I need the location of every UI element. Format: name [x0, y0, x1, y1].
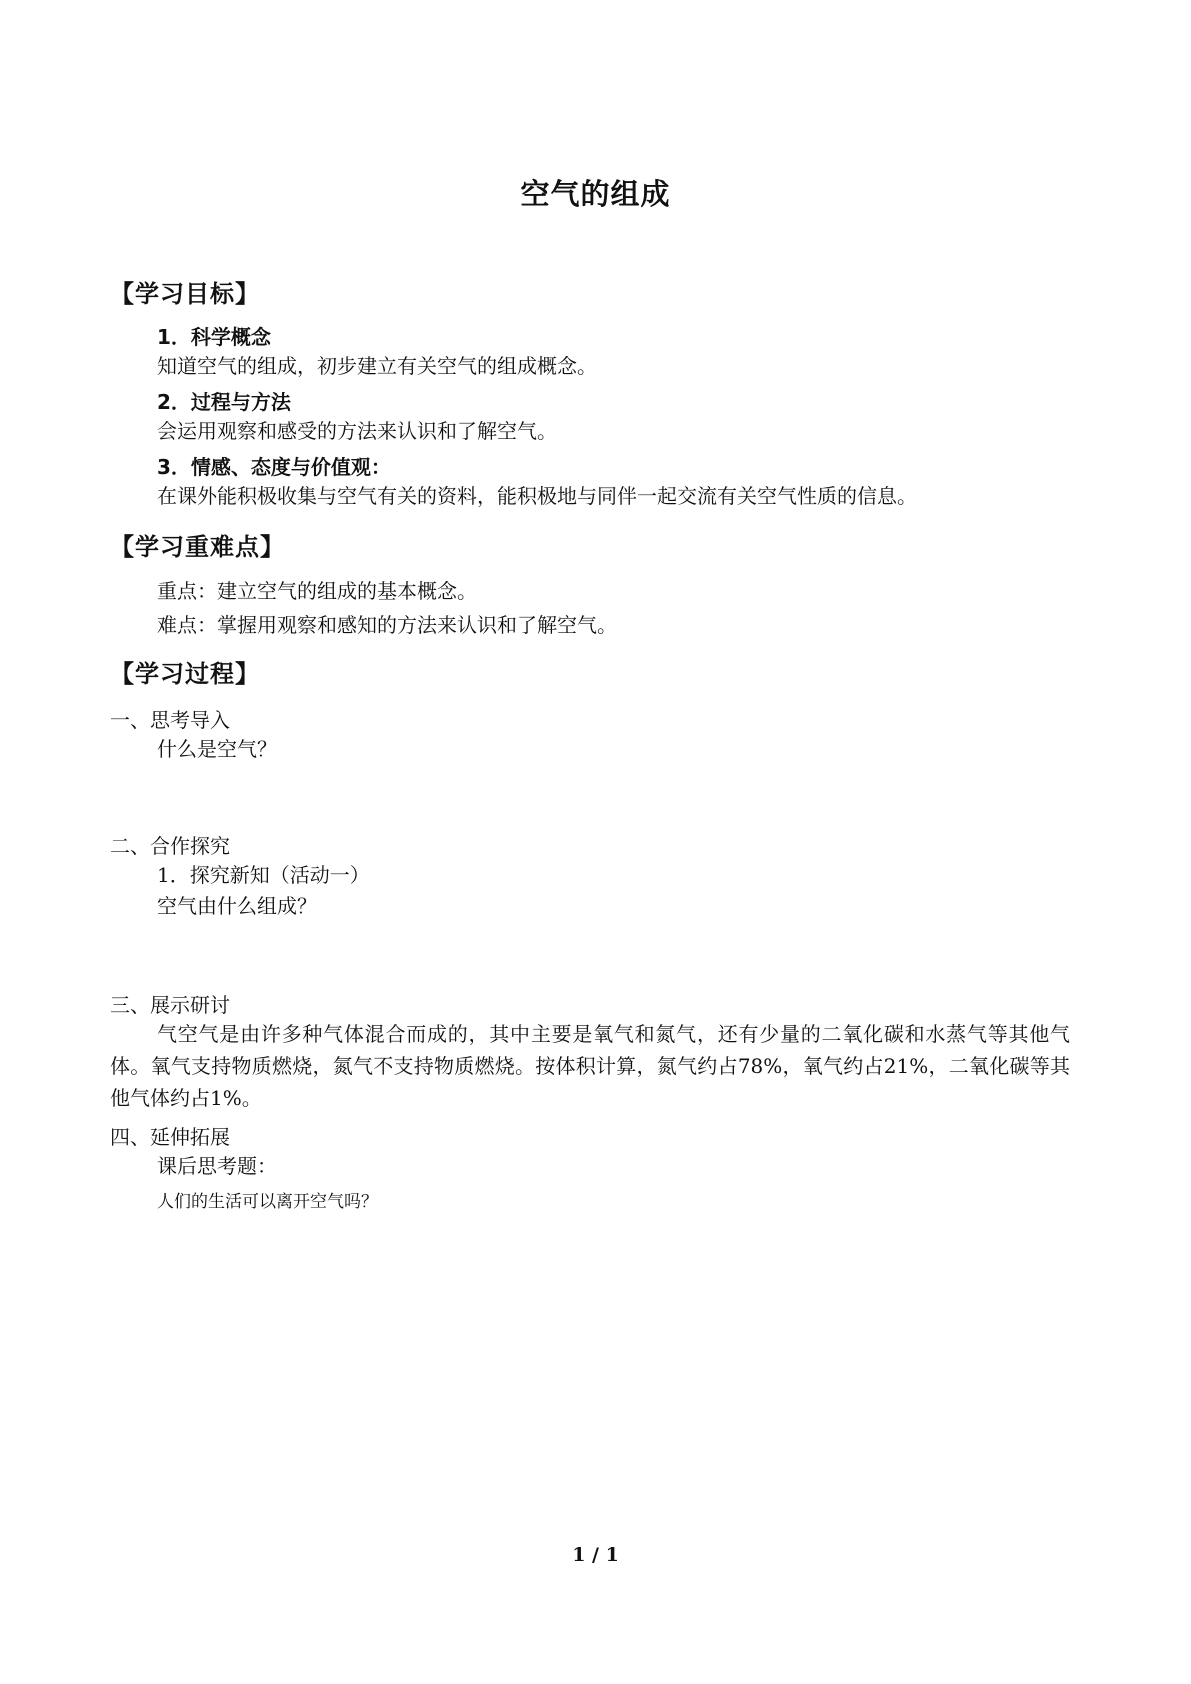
page-number: 1 / 1	[572, 1544, 619, 1566]
step-text-3: 气空气是由许多种气体混合而成的，其中主要是氧气和氮气，还有少量的二氧化碳和水蒸气等其他气体。氧气支持物质燃烧，氮气不支持物质燃烧。按体积计算，氮气约占78%，氧气约占21%，二氧化碳等其他气体约占1%。	[110, 1022, 1070, 1110]
step-text-4: 人们的生活可以离开空气吗？	[157, 1192, 378, 1212]
section-heading-objectives: 【学习目标】	[110, 280, 260, 308]
objective-text-3: 在课外能积极收集与空气有关的资料，能积极地与同伴一起交流有关空气性质的信息。	[157, 484, 917, 508]
step-title-3: 三、展示研讨	[110, 993, 230, 1017]
objective-label-1: 1．科学概念	[157, 325, 271, 349]
step-sub-2: 1．探究新知（活动一）	[157, 863, 370, 887]
key-point-difficulty: 难点：掌握用观察和感知的方法来认识和了解空气。	[157, 613, 617, 637]
section-heading-key-points: 【学习重难点】	[110, 533, 285, 561]
section-heading-process: 【学习过程】	[110, 660, 260, 688]
step-sub-4: 课后思考题：	[157, 1154, 277, 1178]
step-title-4: 四、延伸拓展	[110, 1125, 230, 1149]
step-text-1: 什么是空气？	[157, 737, 277, 761]
step-text-2: 空气由什么组成？	[157, 894, 317, 918]
key-point-focus: 重点：建立空气的组成的基本概念。	[157, 579, 477, 603]
objective-label-3: 3．情感、态度与价值观：	[157, 455, 391, 479]
step-title-1: 一、思考导入	[110, 708, 230, 732]
objective-label-2: 2．过程与方法	[157, 390, 291, 414]
objective-text-2: 会运用观察和感受的方法来认识和了解空气。	[157, 419, 557, 443]
step-title-2: 二、合作探究	[110, 834, 230, 858]
objective-text-1: 知道空气的组成，初步建立有关空气的组成概念。	[157, 354, 597, 378]
page-title: 空气的组成	[520, 177, 671, 211]
